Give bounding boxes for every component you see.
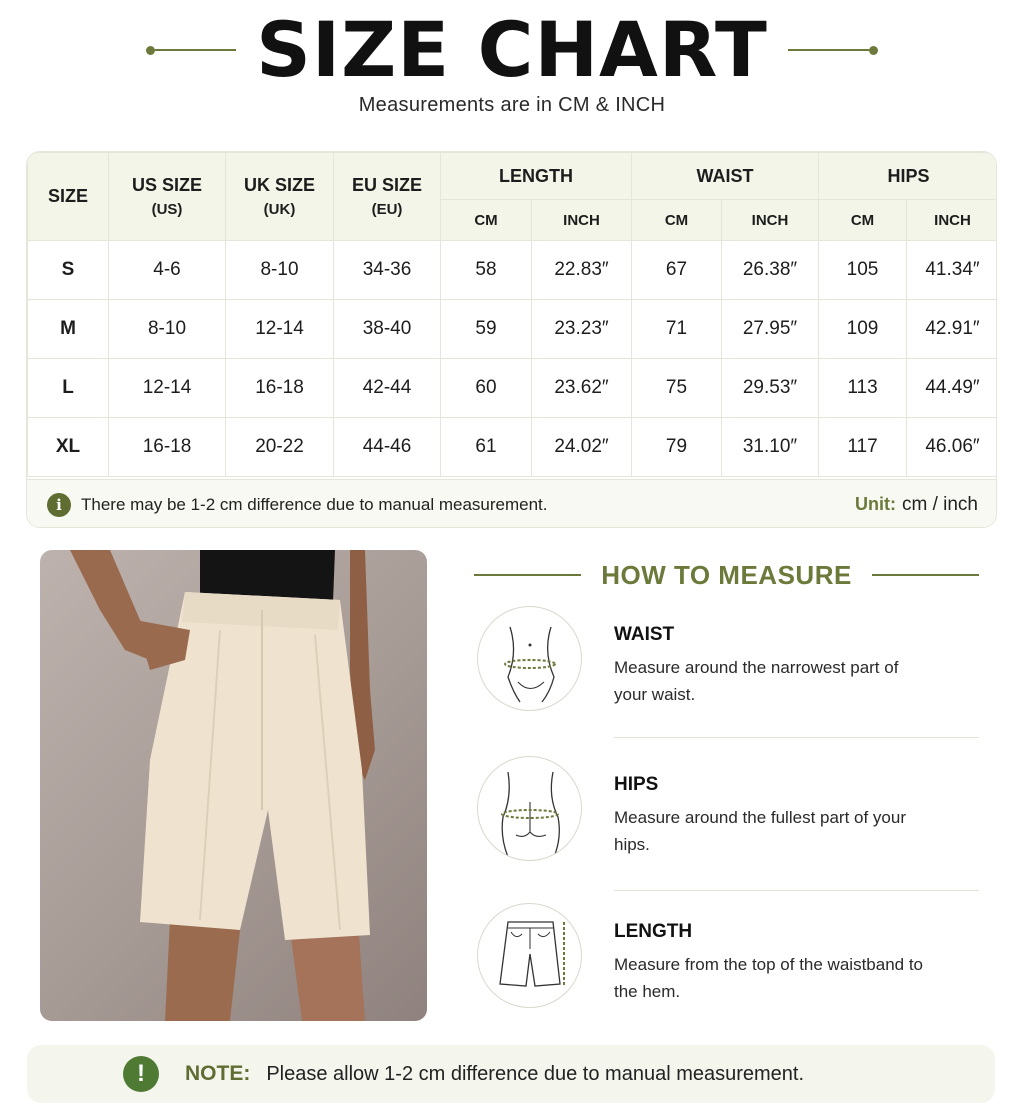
waist-cm-cell: 67	[632, 241, 722, 300]
hips-cm-cell: 105	[819, 241, 907, 300]
unit-value: cm / inch	[901, 493, 978, 515]
waist-inch-cell: 29.53″	[722, 359, 819, 418]
hips-inch-cell: 46.06″	[907, 418, 998, 477]
note-label: NOTE:	[185, 1062, 251, 1085]
measure-title: LENGTH	[614, 921, 693, 942]
waist-cm-cell: 75	[632, 359, 722, 418]
size-cell: M	[28, 300, 109, 359]
length-cm-cell: 59	[441, 300, 532, 359]
model-shorts-illustration	[40, 550, 427, 1021]
waist-inch-cell: 26.38″	[722, 241, 819, 300]
header	[0, 0, 1024, 130]
info-icon: i	[47, 493, 71, 517]
table-row	[28, 359, 998, 418]
length-cm-cell: 60	[441, 359, 532, 418]
product-photo	[40, 550, 427, 1021]
divider	[614, 737, 979, 738]
note-bar	[27, 1045, 995, 1103]
header-hips-inch: INCH	[907, 200, 998, 241]
page-title: SIZE CHART	[256, 5, 768, 94]
divider	[614, 890, 979, 891]
table-row	[28, 241, 998, 300]
size-cell: XL	[28, 418, 109, 477]
eu-cell: 38-40	[334, 300, 441, 359]
hips-cm-cell: 109	[819, 300, 907, 359]
title-row	[0, 5, 1024, 94]
measure-item-length	[474, 903, 979, 1013]
waist-inch-cell: 27.95″	[722, 300, 819, 359]
note-text: Please allow 1-2 cm difference due to manual measurement.	[266, 1062, 805, 1085]
header-eu-size: EU SIZE (EU)	[334, 153, 441, 241]
header-waist: WAIST	[632, 153, 819, 200]
header-waist-inch: INCH	[722, 200, 819, 241]
hips-cm-cell: 117	[819, 418, 907, 477]
left-decoration	[146, 46, 236, 55]
length-cm-cell: 58	[441, 241, 532, 300]
measure-item-waist	[474, 606, 979, 716]
uk-cell: 12-14	[226, 300, 334, 359]
uk-cell: 16-18	[226, 359, 334, 418]
measure-item-hips	[474, 756, 979, 866]
header-length-inch: INCH	[532, 200, 632, 241]
measure-title: WAIST	[614, 624, 675, 645]
size-cell: L	[28, 359, 109, 418]
size-table-card	[26, 151, 997, 528]
header-hips: HIPS	[819, 153, 998, 200]
unit-label: Unit:	[854, 494, 896, 514]
header-length: LENGTH	[441, 153, 632, 200]
header-hips-cm: CM	[819, 200, 907, 241]
hips-cm-cell: 113	[819, 359, 907, 418]
waist-diagram-icon	[477, 606, 582, 711]
measure-title: HIPS	[614, 774, 659, 795]
header-waist-cm: CM	[632, 200, 722, 241]
length-inch-cell: 22.83″	[532, 241, 632, 300]
length-inch-cell: 24.02″	[532, 418, 632, 477]
length-inch-cell: 23.23″	[532, 300, 632, 359]
table-footer	[27, 479, 997, 528]
footer-note: There may be 1-2 cm difference due to manual measurement.	[81, 494, 548, 514]
shorts-diagram-icon	[477, 903, 582, 1008]
measure-description: Measure around the fullest part of your hips.	[614, 808, 906, 854]
header-length-cm: CM	[441, 200, 532, 241]
length-inch-cell: 23.62″	[532, 359, 632, 418]
waist-cm-cell: 79	[632, 418, 722, 477]
exclamation-icon: !	[123, 1056, 159, 1092]
right-decoration	[788, 46, 878, 55]
us-cell: 12-14	[109, 359, 226, 418]
eu-cell: 42-44	[334, 359, 441, 418]
eu-cell: 34-36	[334, 241, 441, 300]
us-cell: 4-6	[109, 241, 226, 300]
table-row	[28, 418, 998, 477]
header-us-size: US SIZE (US)	[109, 153, 226, 241]
eu-cell: 44-46	[334, 418, 441, 477]
measure-description: Measure around the narrowest part of your waist.	[614, 658, 899, 704]
hips-inch-cell: 41.34″	[907, 241, 998, 300]
us-cell: 16-18	[109, 418, 226, 477]
uk-cell: 8-10	[226, 241, 334, 300]
size-cell: S	[28, 241, 109, 300]
size-table	[27, 152, 997, 477]
header-size: SIZE	[28, 153, 109, 241]
how-to-measure-title: HOW TO MEASURE	[601, 559, 852, 590]
how-to-measure-header	[474, 556, 979, 594]
length-cm-cell: 61	[441, 418, 532, 477]
waist-inch-cell: 31.10″	[722, 418, 819, 477]
page-subtitle: Measurements are in CM & INCH	[358, 94, 666, 116]
us-cell: 8-10	[109, 300, 226, 359]
header-uk-size: UK SIZE (UK)	[226, 153, 334, 241]
hips-inch-cell: 44.49″	[907, 359, 998, 418]
hips-inch-cell: 42.91″	[907, 300, 998, 359]
waist-cm-cell: 71	[632, 300, 722, 359]
uk-cell: 20-22	[226, 418, 334, 477]
measure-description: Measure from the top of the waistband to the hem.	[614, 955, 924, 1001]
hips-diagram-icon	[477, 756, 582, 861]
table-row	[28, 300, 998, 359]
